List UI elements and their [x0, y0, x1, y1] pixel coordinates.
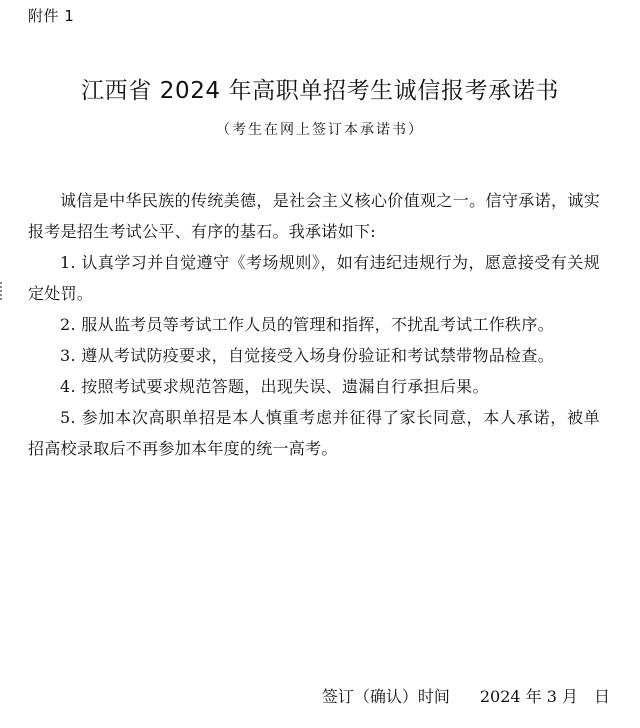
signoff-date: 2024 年 3 月 日 — [479, 687, 610, 706]
signoff-line — [322, 684, 610, 707]
page-edge-mark — [0, 282, 5, 300]
paragraph-item-4: 4. 按照考试要求规范答题，出现失误、遗漏自行承担后果。 — [60, 377, 489, 396]
paragraph-item-1: 1. 认真学习并自觉遵守《考场规则》，如有违纪违规行为，愿意接受有关规定处罚。 — [28, 253, 600, 303]
document-body — [28, 185, 600, 464]
attachment-label: 附件 1 — [28, 7, 75, 25]
paragraph-item-5: 5. 参加本次高职单招是本人慎重考虑并征得了家长同意，本人承诺，被单招高校录取后不再参加本年度的统一高考。 — [28, 408, 600, 458]
paragraph-item-3: 3. 遵从考试防疫要求，自觉接受入场身份验证和考试禁带物品检查。 — [60, 346, 554, 365]
paragraph-intro: 诚信是中华民族的传统美德，是社会主义核心价值观之一。信守承诺，诚实报考是招生考试公平、有序的基石。我承诺如下: — [28, 191, 600, 241]
document-title: 江西省 2024 年高职单招考生诚信报考承诺书 — [81, 78, 559, 104]
document-subtitle: （考生在网上签订本承诺书） — [216, 122, 424, 138]
signoff-label: 签订（确认）时间 — [321, 687, 450, 706]
paragraph-item-2: 2. 服从监考员等考试工作人员的管理和指挥，不扰乱考试工作秩序。 — [60, 315, 554, 334]
